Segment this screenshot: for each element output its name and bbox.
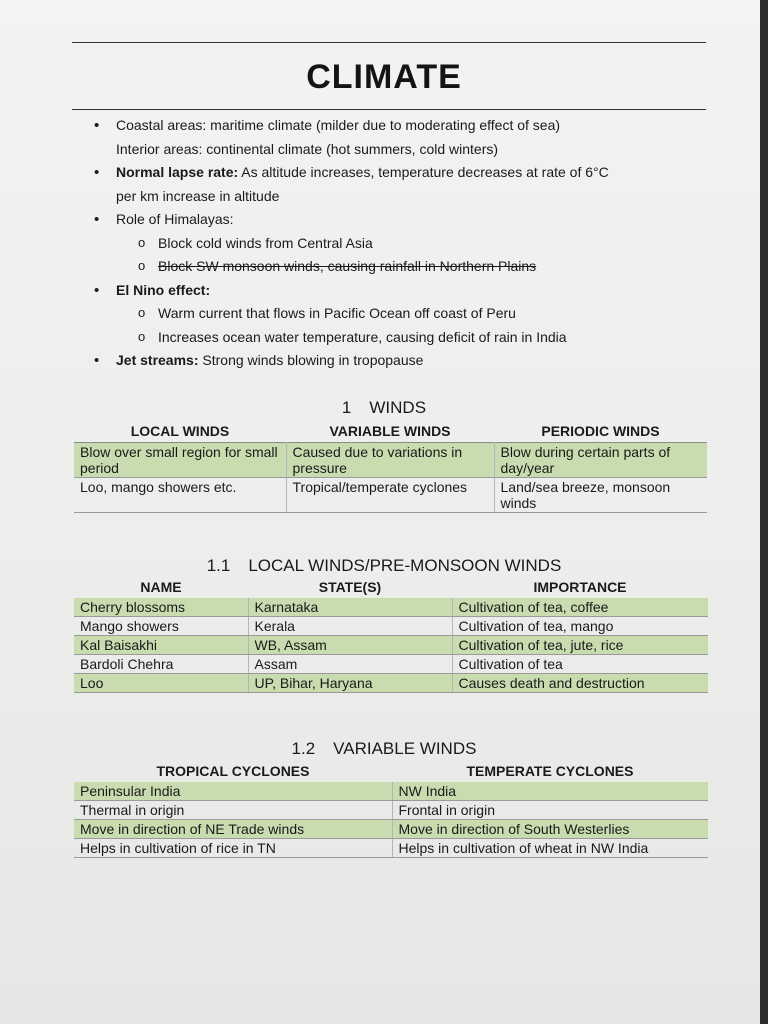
table-cell: Peninsular India xyxy=(74,782,392,801)
local-winds-table xyxy=(74,578,708,693)
table-row xyxy=(74,617,708,636)
page-title: CLIMATE xyxy=(306,58,462,96)
header-cell: VARIABLE WINDS xyxy=(329,423,451,439)
table-cell: Cultivation of tea xyxy=(452,655,708,674)
lapse-text: As altitude increases, temperature decreases at rate of 6°C xyxy=(238,164,609,180)
table-cell: Blow over small region for small period xyxy=(74,443,286,478)
bullet-jet-streams xyxy=(94,349,714,373)
bullet-list xyxy=(94,114,714,373)
elnino-label: El Nino effect: xyxy=(116,281,211,298)
table-cell: Cultivation of tea, coffee xyxy=(452,598,708,617)
table-header xyxy=(74,762,708,782)
table-cell: Causes death and destruction xyxy=(452,674,708,693)
table-cell: Cultivation of tea, jute, rice xyxy=(452,636,708,655)
table-cell: Loo, mango showers etc. xyxy=(74,478,286,513)
section-title: VARIABLE WINDS xyxy=(333,739,477,758)
table-row xyxy=(74,782,708,801)
table-cell: NW India xyxy=(392,782,708,801)
coastal-text: Coastal areas: maritime climate (milder due to moderating effect of sea) xyxy=(116,117,561,133)
table-cell: Cherry blossoms xyxy=(74,598,248,617)
table-cell: Kal Baisakhi xyxy=(74,636,248,655)
section-number: 1 xyxy=(341,398,352,417)
header-cell: TROPICAL CYCLONES xyxy=(156,763,310,779)
table-header xyxy=(74,422,707,443)
table-row xyxy=(74,636,708,655)
table-cell: Tropical/temperate cyclones xyxy=(286,478,494,513)
table-cell: Move in direction of South Westerlies xyxy=(392,820,708,839)
table-cell: Helps in cultivation of wheat in NW India xyxy=(392,839,708,858)
bullet-lapse-rate xyxy=(94,161,714,208)
interior-text: Interior areas: continental climate (hot summers, cold winters) xyxy=(116,140,499,157)
table-cell: Frontal in origin xyxy=(392,801,708,820)
table-cell: Move in direction of NE Trade winds xyxy=(74,820,392,839)
table-cell: Kerala xyxy=(248,617,452,636)
himalaya-sub-2 xyxy=(94,255,714,279)
title-underline xyxy=(72,109,706,110)
table-cell: Cultivation of tea, mango xyxy=(452,617,708,636)
table-cell: Loo xyxy=(74,674,248,693)
table-row xyxy=(74,443,707,478)
table-row xyxy=(74,801,708,820)
elnino-sub-1 xyxy=(94,302,714,326)
table-cell: Mango showers xyxy=(74,617,248,636)
lapse-label: Normal lapse rate: xyxy=(116,164,239,180)
bullet-el-nino xyxy=(94,279,714,303)
himalaya-sub-1-text: Block cold winds from Central Asia xyxy=(158,234,373,251)
section-number: 1.1 xyxy=(206,556,231,575)
section-title: LOCAL WINDS/PRE-MONSOON WINDS xyxy=(248,556,562,575)
elnino-sub-2 xyxy=(94,326,714,350)
section-title: WINDS xyxy=(369,398,427,417)
elnino-sub-1-text: Warm current that flows in Pacific Ocean off coast of Peru xyxy=(158,305,516,321)
bullet-coastal xyxy=(94,114,714,161)
table-row xyxy=(74,655,708,674)
himalaya-sub-1 xyxy=(94,232,714,256)
winds-table xyxy=(74,422,707,513)
table-cell: UP, Bihar, Haryana xyxy=(248,674,452,693)
section-number: 1.2 xyxy=(291,739,316,758)
table-row xyxy=(74,598,708,617)
variable-winds-table xyxy=(74,762,708,858)
himalaya-sub-2-text: Block SW monsoon winds, causing rainfall in Northern Plains xyxy=(158,258,537,274)
section-variable-winds-heading xyxy=(0,739,768,759)
table-cell: Land/sea breeze, monsoon winds xyxy=(494,478,707,513)
table-header xyxy=(74,578,708,598)
table-cell: Blow during certain parts of day/year xyxy=(494,443,707,478)
section-winds-heading xyxy=(0,398,768,418)
himalaya-label: Role of Himalayas: xyxy=(116,211,234,227)
bullet-himalayas xyxy=(94,208,714,232)
table-row xyxy=(74,674,708,693)
section-local-winds-heading xyxy=(0,556,768,576)
header-cell: NAME xyxy=(140,579,182,595)
table-row xyxy=(74,839,708,858)
elnino-sub-2-text: Increases ocean water temperature, causing deficit of rain in India xyxy=(158,328,567,345)
header-cell: PERIODIC WINDS xyxy=(541,423,660,439)
header-cell: LOCAL WINDS xyxy=(130,423,230,439)
table-row xyxy=(74,478,707,513)
table-cell: Karnataka xyxy=(248,598,452,617)
top-rule xyxy=(72,42,706,43)
lapse-text-cont: per km increase in altitude xyxy=(116,187,280,204)
header-cell: STATE(S) xyxy=(318,579,382,595)
table-cell: WB, Assam xyxy=(248,636,452,655)
jet-text: Strong winds blowing in tropopause xyxy=(198,352,424,368)
jet-label: Jet streams: xyxy=(116,352,199,368)
table-cell: Bardoli Chehra xyxy=(74,655,248,674)
page-edge xyxy=(760,0,768,1024)
table-cell: Thermal in origin xyxy=(74,801,392,820)
table-cell: Assam xyxy=(248,655,452,674)
header-cell: IMPORTANCE xyxy=(533,579,627,595)
table-cell: Caused due to variations in pressure xyxy=(286,443,494,478)
table-row xyxy=(74,820,708,839)
table-cell: Helps in cultivation of rice in TN xyxy=(74,839,392,858)
header-cell: TEMPERATE CYCLONES xyxy=(466,763,634,779)
